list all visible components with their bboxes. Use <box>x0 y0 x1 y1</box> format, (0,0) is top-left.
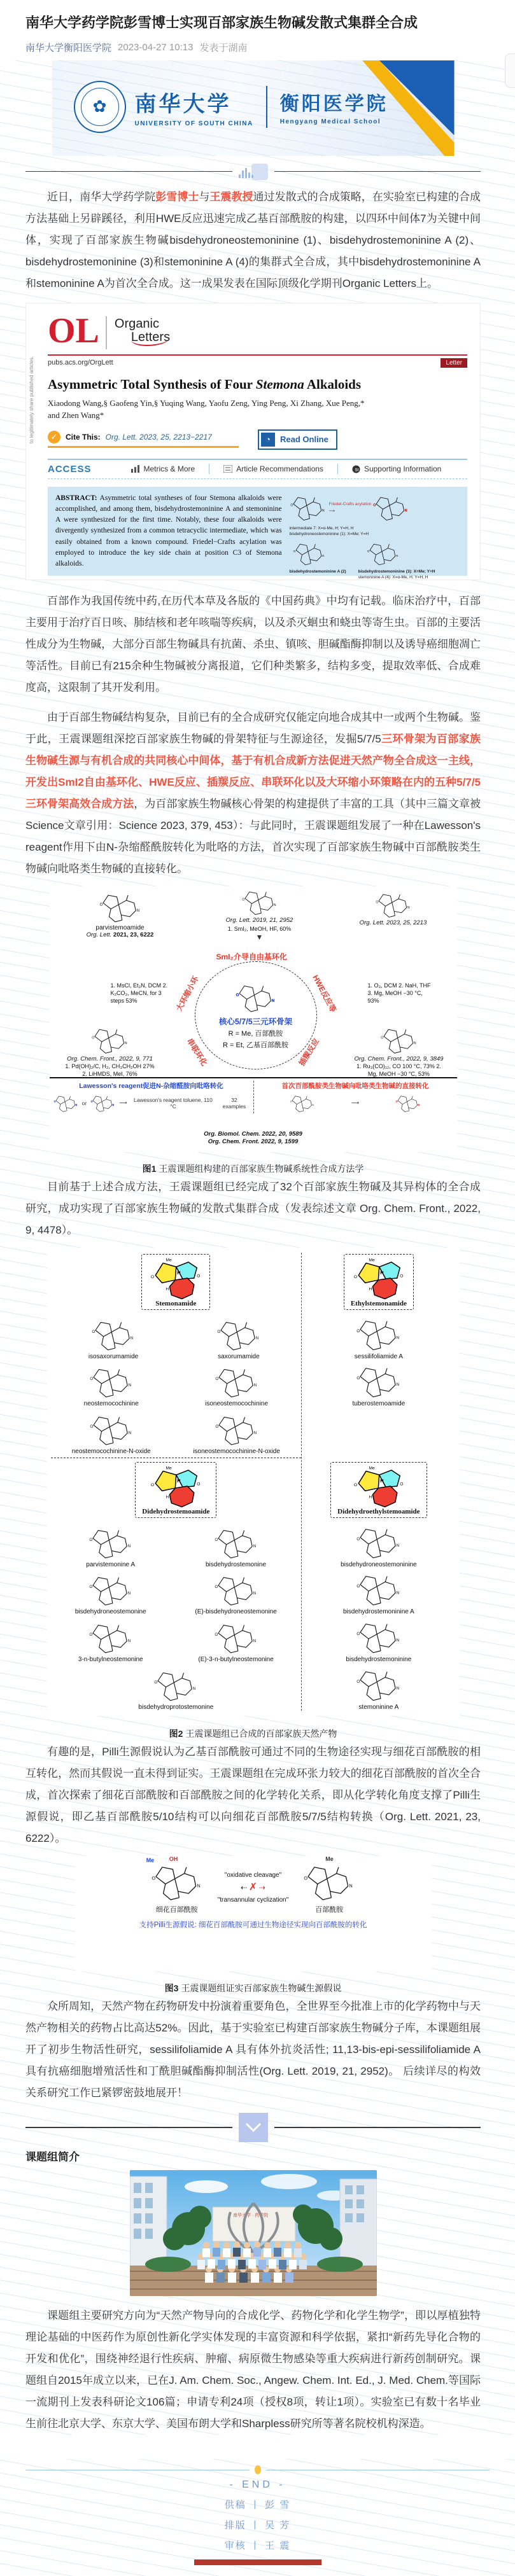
forbidden-x-icon: ✗ <box>248 1881 258 1893</box>
structure-label: bisdehydroneostemoninine (1): X=Me; Y=H <box>289 531 369 536</box>
compound-name: (E)-bisdehydroneostemonine <box>195 1608 277 1616</box>
yellow-dot-icon <box>255 2465 261 2474</box>
team-section-heading: 课题组简介 <box>25 2150 80 2163</box>
abstract-text: Asymmetric total syntheses of four Stemona alkaloids were accomplished, and among them, bisdehydrostemoninine A and stemoninine A were synthesized for the first time. Notably, these four alkaloids were divergently synthesized from a common tetracyclic intermediate, which was easily obtained from a known compound. Friedel−Crafts acylation was employed to introduce the key side chain at position C3 of Stemona alkaloids. <box>55 494 282 568</box>
compound-name: sessilifoliamide A <box>354 1353 403 1360</box>
college-name-en: Hengyang Medical School <box>279 118 381 126</box>
reaction-conditions: 1. O₃, DCM 2. NaH, THF 3. Mg, MeOH −30 °C, 93% <box>367 982 431 1005</box>
reference: Org. Chem. Front., 2022, 9, 771 <box>67 1055 153 1062</box>
molecule-sketch <box>395 1093 421 1113</box>
reaction-conditions: Lawesson's reagent toluene, 110 °C <box>134 1096 213 1110</box>
molecule-sketch <box>86 1525 136 1561</box>
core-r1: R = Me, 百部酰胺 <box>228 1029 283 1038</box>
compound-name: bisdehydrostemonine <box>205 1561 267 1568</box>
paper-title <box>48 377 467 393</box>
molecule-sketch <box>212 1364 262 1400</box>
me-label: Me <box>325 1855 334 1862</box>
figure3-caption-text: 王震课题组证实百部家族生物碱生源假说 <box>178 1982 342 1993</box>
reaction-conditions: 1. SmI₂, MeOH, HF, 60% <box>227 925 292 932</box>
article-header <box>0 0 515 54</box>
group-name: Didehydroethylstemoamide <box>337 1508 420 1516</box>
check-icon: ✓ <box>48 431 60 443</box>
paper-title-italic: Stemona <box>255 376 304 392</box>
university-banner <box>52 60 455 156</box>
page-title: 南华大学药学院彭雪博士实现百部家族生物碱发散式集群全合成 <box>25 15 418 31</box>
colored-molecule <box>148 1257 203 1300</box>
compound-name: bisdehydroneostemoninine <box>341 1561 417 1568</box>
publish-date: 2023-04-27 10:13 <box>118 41 194 53</box>
read-online-label: Read Online <box>280 435 328 445</box>
compound-name: stemoninine A <box>358 1703 399 1711</box>
molecule-sketch <box>292 540 327 567</box>
bottom-red-bar <box>194 2559 321 2565</box>
molecule-sketch <box>353 1666 404 1703</box>
credit-reviewer: 审核 丨 王 震 <box>224 2540 291 2551</box>
compound-name: isosaxorumamide <box>88 1353 139 1360</box>
compound-name: parvistemoamide <box>95 924 145 931</box>
paper-authors: Xiaodong Wang,§ Gaofeng Yin,§ Yuqing Wang, Yaofu Zeng, Ying Peng, Xi Zhang, Xue Peng,* and Zhen Wang* <box>48 398 365 420</box>
compound-name: bisdehydroprotostemonine <box>138 1703 214 1711</box>
university-name-en: UNIVERSITY OF SOUTH CHINA <box>134 120 253 127</box>
end-label: - END - <box>229 2479 286 2490</box>
compound-name: (E)-3-n-butylneostemonine <box>198 1656 274 1664</box>
compound-name: bisdehydrostemoninine <box>346 1656 412 1664</box>
molecule-sketch <box>353 1571 404 1608</box>
reaction-conditions: 1. MsCl, Et₃N, DCM 2. K₂CO₃, MeCN, for 3 steps 53% <box>110 982 168 1005</box>
transannular-label: "transannular cyclization" <box>217 1896 289 1904</box>
molecule-sketch <box>366 540 400 567</box>
compound-cell <box>193 1412 280 1455</box>
team-photo <box>130 2170 377 2296</box>
p1-highlight-pengxue: 彭雪博士 <box>155 190 199 203</box>
structure-label: bisdehydrostemoninine (3): X=Me; Y=H <box>358 569 435 574</box>
molecule-sketch <box>290 493 327 522</box>
compound-cell <box>353 1666 404 1711</box>
compound-cell <box>78 1620 143 1663</box>
compound-cell <box>75 1572 146 1615</box>
colored-molecule <box>351 1257 406 1300</box>
p3-rest: ，为百部家族生物碱核心骨架的构建提供了丰富的工具（其中三篇文章被Science文章引用：Science 2023, 379, 453）：与此同时，王震课题组发展了一种在Lawesson's reagent作用下由N-杂缩醛酰胺转化为吡咯的方法，首次实现了百部家族生物碱中百部酰胺类生物碱向吡咯类生物碱的直接转化。 <box>25 797 481 875</box>
reference: Org. Lett. <box>86 931 112 938</box>
cite-label: Cite This: <box>66 433 101 442</box>
compound-name: bisdehydrostemoninine A <box>342 1608 414 1616</box>
molecule-sketch <box>239 888 280 917</box>
figure3-blue-note: 支持Pilli生源假说: 细花百部酰胺可通过生物途径实现向百部酰胺的转化 <box>139 1921 367 1929</box>
globe-icon: ◔ <box>261 433 275 447</box>
logo-divider <box>266 86 267 128</box>
compound-cell <box>198 1620 273 1663</box>
figure1-caption <box>25 1159 481 1176</box>
byline <box>25 41 481 54</box>
me-label: Me <box>146 1856 155 1863</box>
reaction-arrow-label: Friedel-Crafts acylation <box>328 501 372 506</box>
abstract-label: ABSTRACT: <box>55 494 97 502</box>
journal-screenshot <box>25 303 481 580</box>
molecule-sketch <box>53 1093 78 1113</box>
reference: Org. Biomol. Chem. 2022, 20, 9589 <box>204 1130 302 1138</box>
compound-name: isoneostemocochinine-N-oxide <box>193 1448 280 1456</box>
recommendations-label: Article Recommendations <box>236 464 323 474</box>
colored-molecule <box>148 1465 203 1508</box>
compound-cell <box>353 1316 404 1360</box>
core-skeleton-ellipse <box>195 961 317 1069</box>
molecule-sketch <box>214 1317 264 1353</box>
paragraph-methods <box>25 707 481 880</box>
molecule-sketch <box>86 1620 136 1655</box>
core-skeleton-title: 核心5/7/5三元环骨架 <box>218 1017 293 1026</box>
group-name: Didehydrostemoamide <box>142 1508 210 1516</box>
emblem-icon: ✿ <box>81 88 119 126</box>
university-name-cn: 南华大学 <box>134 92 232 116</box>
section-divider-chevron <box>25 2112 481 2143</box>
reference: Org. Lett. 2019, 21, 2952 <box>225 916 293 924</box>
colored-molecule <box>351 1465 406 1508</box>
molecule-sketch <box>353 1316 404 1353</box>
compound-name: 细花百部酰胺 <box>155 1905 198 1914</box>
band-right-title: 首次百部酰胺类生物碱向吡咯类生物碱的直接转化 <box>281 1082 429 1090</box>
college-name-cn: 衡阳医学院 <box>279 94 388 115</box>
structure-label: bisdehydrostemoninine A (2) <box>289 569 346 574</box>
svg-text:南华大学 · 药学院: 南华大学 · 药学院 <box>232 2213 268 2218</box>
credit-layout: 排版 丨 吴 芳 <box>224 2520 291 2531</box>
section-divider <box>25 164 481 180</box>
figure3-tag: 图3 <box>164 1982 179 1993</box>
compound-name: saxorumamide <box>218 1353 260 1360</box>
compound-cell <box>84 1364 139 1407</box>
structure-label: intermediate 7: X=α-Me, H; Y=H, H <box>289 526 354 531</box>
bar-chart-icon <box>239 164 268 180</box>
journal-url: pubs.acs.org/OrgLett <box>48 359 113 367</box>
journal-side-text: to legitimately share published articles. <box>29 356 34 443</box>
oh-label: OH <box>169 1855 178 1862</box>
p1-rest: 通过发散式的合成策略，在实验室已构建的合成方法基础上另辟蹊径，利用HWE反应迅速完成乙基百部酰胺的构建，以四环中间体7为关键中间体，实现了百部家族生物碱bisdehydroneostemoninine (1)、bisdehydrostemoninine A (2)、bisdehydrostemoninine (3)和stemoninine A (4)的集群式全合成，其中bisdehydrostemoninine A 和stemoninine A为首次全合成。这一成果发表在国际顶级化学期刊Organic Letters上。 <box>25 190 481 289</box>
reference: Org. Chem. Front., 2022, 9, 3849 <box>354 1055 444 1062</box>
compound-cell <box>138 1667 213 1711</box>
compound-cell <box>88 1317 138 1360</box>
paragraph-summary: 目前基于上述合成方法，王震课题组已经完成了32个百部家族生物碱及其异构体的全合成研究，成功实现了百部家族生物碱的发散式集群合成（发表综述文章 Org. Chem. Front., 2022, 9, 4478）。 <box>25 1180 481 1236</box>
compound-name: bisdehydroneostemonine <box>74 1608 146 1616</box>
p1-pre: 近日，南华大学药学院 <box>47 190 156 203</box>
structure-label: stemoninine A (4): X=α-Me, H; Y=H, H <box>358 574 428 580</box>
access-label: ACCESS <box>48 463 92 475</box>
strategy-label: 串联环化 <box>185 1036 209 1068</box>
compound-cell <box>341 1524 417 1568</box>
p3-highlight: 三环骨架为百部家族生物碱生源与有机合成的共同核心中间体，基于有机合成新方法促进天然产物全合成这一主线，开发出SmI2自由基环化、HWE反应、插羰反应、串联环化以及大环缩小环策略在内的五种5/7/5三环骨架高效合成方法 <box>25 732 481 810</box>
side-float-widget[interactable] <box>505 53 515 88</box>
reference: 2021, 23, 6222 <box>111 931 154 938</box>
molecule-sketch <box>151 1667 201 1703</box>
compound-cell <box>214 1317 264 1360</box>
figure1-scheme: parvistemoamide Org. Lett. 2021, 23, 6222 Org. Lett. 2019, 21, 2952 1. SmI₂, MeOH, HF, 60% ▼ Org. Lett. 2023, 25, 2213 1. MsCl, Et₃N, DCM 2. K₂CO₃, MeCN, for 3 steps 53% 1. O₃, DCM 2. NaH, THF 3. Mg, MeOH −30 °C, 93% 核心5/7/5三元环骨架 R = Me, 百部酰胺 R = Et, 乙基百部酰胺 SmI₂介导自由基环化 大环缩小环 HWE反应等 串联环化 插羰反应 Org. Chem. Front., 2022, 9, 771 1. Pd(OH)₂/C, H₂, CH₃CH₂OH 27% 2. LiHMDS, MeI, 76% Org. Chem. Front., 2022, 9, 3849 1. Ru₃(CO)₁₂, CO 100 °C, 73% 2. Mg, MeOH −30 °C, 53% Lawesson's reagent促进N-杂缩醛胺向吡咯转化 or ⟶ Lawesson's reagent toluene, 110 °C 32 examples 首次百部酰胺类生物碱向吡咯类生物碱的直接转化 ⟶ Org. Biomol. Chem. 2022, 20, 9589 Org. Chem. Front. 2022, 9, 1599 <box>50 886 457 1152</box>
metrics-label: Metrics & More <box>143 464 195 474</box>
compound-cell <box>343 1571 414 1615</box>
credit-contributor: 供稿 丨 彭 雪 <box>224 2500 291 2510</box>
paper-title-post: Alkaloids <box>304 376 362 392</box>
abstract-graphic: Friedel-Crafts acylation ⟶ intermediate 7: X=α-Me, H; Y=H, H bisdehydroneostemoninine (1): X=Me; Y=H bisdehydrostemoninine A (2) bisdehydrostemoninine (3): X=Me; Y=H stemoninine A (4): X=α-Me, H; Y=H, H <box>290 493 460 570</box>
abstract-block <box>48 487 467 580</box>
compound-name: neostemocochinine <box>83 1400 139 1408</box>
molecule-sketch <box>87 1364 136 1400</box>
molecule-sketch <box>372 493 409 522</box>
p1-mid: 与 <box>199 190 210 203</box>
p3-pre: 由于百部生物碱结构复杂，目前已有的全合成研究仅能定向地合成其中一或两个生物碱。鉴于此，王震课题组深挖百部家族生物碱的骨架特征与生源途径，发掘5/7/5 <box>25 711 481 745</box>
molecule-sketch <box>87 1412 136 1447</box>
figure3-hypothesis: Me OH 细花百部酰胺 "oxidative cleavage" ⇠ ✗ ⇢ "transannular cyclization" Me 百部酰胺 支持Pilli生源假说: 细花百部酰胺可通过生物途径实现向百部酰胺的转化 <box>75 1856 432 1972</box>
or-label: or <box>81 1099 87 1106</box>
band-left-title: Lawesson's reagent促进N-杂缩醛胺向吡咯转化 <box>79 1082 223 1090</box>
molecule-sketch <box>373 890 414 919</box>
molecule-sketch <box>211 1620 261 1655</box>
compound-cell <box>86 1525 136 1568</box>
paragraph-background: 百部作为我国传统中药,在历代本草及各版的《中国药典》中均有记载。临床治疗中，百部主要用于治疗百日咳、肺结核和老年咳喘等疾病，以及杀灭蛔虫和蛲虫等寄生虫。百部的主要活性成分为生物碱，大部分百部生物碱具有抗菌、杀虫、镇咳、胆碱酯酶抑制以及诱导癌细胞凋亡等活性。目前已有215余种生物碱被分离报道，它们种类繁多，结构多变，提取效率低、合成难度高，这限制了其开发利用。 <box>25 594 481 693</box>
group-name: Stemonamide <box>155 1299 197 1307</box>
svg-text:sı: sı <box>355 466 359 473</box>
account-link[interactable]: 南华大学衡阳医学院 <box>25 42 112 53</box>
strategy-label: 大环缩小环 <box>174 974 201 1013</box>
molecule-sketch <box>300 1861 358 1903</box>
molecule-sketch <box>212 1412 262 1447</box>
chevron-down-icon <box>239 2113 268 2142</box>
molecule-sketch <box>353 1619 404 1655</box>
molecule-sketch <box>98 890 143 924</box>
reaction-conditions: 1. Ru₃(CO)₁₂, CO 100 °C, 73% 2. Mg, MeOH −30 °C, 53% <box>356 1062 441 1078</box>
compound-cell <box>72 1412 151 1455</box>
strategy-label: SmI₂介导自由基环化 <box>216 952 287 961</box>
paragraph-bioactivity: 众所周知，天然产物在药物研发中扮演着重要角色，全世界至今批准上市的化学药物中与天然产物相关的药物占比高达52%。因此，基于实验室已构建百部家族生物碱分子库，本课题组展开了初步生物活性研究，sessilifoliamide A 具有体外抗炎活性; 11,13-bis-epi-sessilifoliamide A 具有抗癌细胞增殖活性和丁酰胆碱酯酶抑制活性(Org. Lett. 2019, 21, 2952)。 后续详尽的构效关系研究工作已紧锣密鼓地展开！ <box>25 2000 481 2099</box>
compound-name: tuberostemoamide <box>352 1400 406 1408</box>
article-body <box>0 60 515 2435</box>
read-online-button <box>258 429 337 450</box>
molecule-sketch <box>290 1093 315 1113</box>
group-header <box>344 1254 414 1310</box>
molecule-sketch <box>353 1363 404 1400</box>
group-header <box>330 1462 427 1518</box>
figure3-caption <box>25 1978 481 1996</box>
molecule-sketch <box>353 1524 404 1561</box>
supporting-info-icon <box>352 465 360 473</box>
molecule-sketch <box>211 1572 261 1608</box>
strategy-label: 插羰反应 <box>297 1036 321 1068</box>
cite-reference: Org. Lett. 2023, 25, 2213−2217 <box>105 433 212 442</box>
reference: Org. Chem. Front. 2022, 9, 1599 <box>208 1138 299 1146</box>
compound-cell <box>205 1364 268 1407</box>
access-bar <box>48 459 467 479</box>
university-emblem <box>74 81 126 133</box>
group-name: Ethylstemonamide <box>350 1299 407 1307</box>
reference: Org. Lett. 2023, 25, 2213 <box>359 919 427 926</box>
compound-name: 百部酰胺 <box>315 1905 344 1914</box>
figure2-tag: 图2 <box>169 1728 183 1739</box>
strategy-label: HWE反应等 <box>310 973 338 1014</box>
figure1-caption-text: 王震课题组构建的百部家族生物碱系统性合成方法学 <box>156 1163 364 1174</box>
figure2-caption-text: 王震课题组已合成的百部家族天然产物 <box>183 1728 337 1739</box>
compound-cell <box>352 1363 405 1407</box>
compound-name: parvistemonine A <box>86 1561 136 1568</box>
journal-logo: OL <box>48 310 99 351</box>
paragraph-intro <box>25 186 481 295</box>
figure1-bottom-band: Lawesson's reagent促进N-杂缩醛胺向吡咯转化 or ⟶ Lawesson's reagent toluene, 110 °C 32 examples 首次百部酰胺类生物碱向吡咯类生物碱的直接转化 ⟶ <box>50 1077 457 1113</box>
core-molecule-sketch <box>233 981 279 1014</box>
molecule-sketch <box>90 1093 115 1113</box>
recommendations-icon <box>223 465 232 473</box>
compound-cell <box>206 1525 266 1568</box>
journal-name-line1: Organic <box>114 316 159 331</box>
molecule-sketch <box>86 1572 136 1608</box>
examples-count: 32 examples <box>222 1096 246 1110</box>
paragraph-team: 课题组主要研究方向为“天然产物导向的合成化学、药物化学和化学生物学”，即以厚植独特理论基础的中医药作为原创性新化学实体发现的丰富资源和科学依据，紧扣“新药先导化合物的开发和优化”，围绕神经退行性疾病、肿瘤、病原微生物感染等重大疾病进行新药创制研究。课题组自2015年成立以来，已在J. Am. Chem. Soc., Angew. Chem. Int. Ed., J. Med. Chem.等国际一流期刊上发表科研论文106篇；申请专利24项（授权8项，转让1项）。实验室已有数十名毕业生前往北京大学、东京大学、美国布朗大学和Sharpless研究所等著名院校机构深造。 <box>25 2309 481 2430</box>
molecule-sketch <box>378 1025 420 1055</box>
journal-name <box>115 317 170 346</box>
cite-this-bar <box>48 431 239 448</box>
journal-name-line2: Letters <box>131 331 170 346</box>
supporting-info-label: Supporting Information <box>363 464 442 474</box>
compound-name: isoneostemocochinine <box>205 1400 269 1408</box>
core-r2: R = Et, 乙基百部酰胺 <box>223 1041 288 1049</box>
paragraph-pilli: 有趣的是，Pilli生源假说认为乙基百部酰胺可通过不同的生物途径实现与细花百部酰胺的相互转化，然而其假说一直未得到证实。王震课题组在完成环张力较大的细花百部酰胺的首次全合成，首次探索了细花百部酰胺和百部酰胺之间的化学转化关系，即从化学转化角度支撑了Pilli生源假说，即乙基百部酰胺5/10结构可以向细花百部酰胺5/7/5结构转换（Org. Lett. 2021, 23, 6222）。 <box>25 1745 481 1844</box>
molecule-sketch <box>88 1317 138 1353</box>
reaction-conditions: 1. Pd(OH)₂/C, H₂, CH₃CH₂OH 27% 2. LiHMDS, MeI, 76% <box>65 1062 155 1078</box>
compound-name: 3-n-butylneostemonine <box>78 1656 143 1664</box>
molecule-sketch <box>211 1525 261 1561</box>
p1-highlight-wangzhen: 王震教授 <box>209 190 253 203</box>
compound-cell <box>346 1619 411 1663</box>
compound-cell <box>195 1572 276 1615</box>
article-footer <box>0 2459 515 2576</box>
molecule-sketch <box>148 1861 206 1903</box>
publish-location: 发表于湖南 <box>199 42 248 53</box>
metrics-icon <box>131 465 140 473</box>
compound-name: neostemocochinine-N-oxide <box>71 1448 151 1456</box>
group-header <box>141 1254 210 1310</box>
figure2-compounds <box>47 1248 460 1716</box>
oxidative-cleavage-label: "oxidative cleavage" <box>224 1871 282 1879</box>
molecule-sketch <box>89 1025 131 1055</box>
group-header <box>135 1462 216 1518</box>
journal-rule <box>48 354 467 356</box>
letter-badge: Letter <box>441 358 467 368</box>
figure1-tag: 图1 <box>142 1163 157 1174</box>
end-divider <box>0 2463 515 2474</box>
figure2-caption <box>25 1723 481 1741</box>
paper-title-pre: Asymmetric Total Synthesis of Four <box>48 376 256 392</box>
